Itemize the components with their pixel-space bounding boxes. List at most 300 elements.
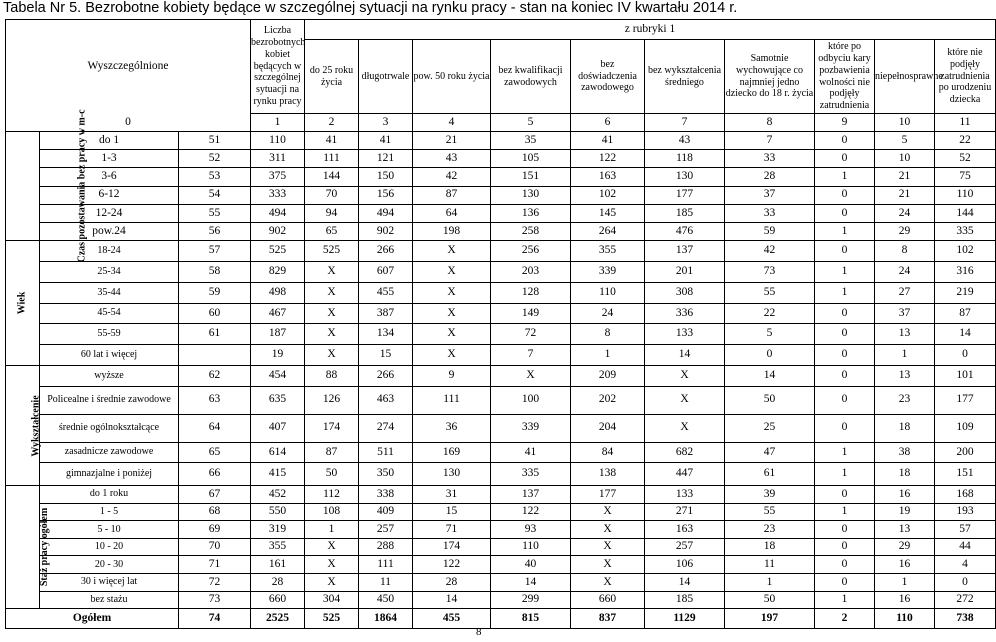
cell-value: 455 (359, 282, 413, 303)
row-label: 12-24 (40, 204, 179, 222)
cell-value: 8 (571, 324, 645, 345)
cell-value: 44 (935, 538, 996, 556)
cell-value: 1 (815, 442, 875, 463)
cell-value: 274 (359, 414, 413, 442)
cell-value: 209 (571, 365, 645, 386)
cell-value: 50 (725, 591, 815, 609)
row-number: 71 (179, 556, 251, 574)
total-value: 815 (491, 609, 571, 629)
cell-value: 33 (725, 150, 815, 168)
cell-value: 93 (491, 521, 571, 539)
cell-value: 40 (491, 556, 571, 574)
cell-value: 463 (359, 386, 413, 414)
row-label: do 1 (40, 132, 179, 150)
cell-value: 39 (725, 486, 815, 504)
cell-value: 130 (645, 168, 725, 186)
total-value: 455 (413, 609, 491, 629)
cell-value: 163 (571, 168, 645, 186)
cell-value: 333 (251, 186, 305, 204)
cell-value: 50 (305, 463, 359, 486)
cell-value: 452 (251, 486, 305, 504)
row-label: bez stażu (40, 591, 179, 609)
row-number: 53 (179, 168, 251, 186)
header-col-7: Samotnie wychowujące co najmniej jedno dziecko do 18 r. życia (725, 40, 815, 114)
cell-value: X (305, 345, 359, 366)
cell-value: 511 (359, 442, 413, 463)
column-number: 8 (725, 114, 815, 132)
row-number: 64 (179, 414, 251, 442)
cell-value: 0 (815, 574, 875, 592)
cell-value: X (571, 574, 645, 592)
cell-value: 185 (645, 591, 725, 609)
cell-value: 33 (725, 204, 815, 222)
cell-value: 454 (251, 365, 305, 386)
cell-value: 16 (875, 591, 935, 609)
row-label: 60 lat i więcej (40, 345, 179, 366)
row-label: 55-59 (40, 324, 179, 345)
cell-value: 0 (815, 186, 875, 204)
cell-value: 110 (935, 186, 996, 204)
cell-value: 415 (251, 463, 305, 486)
cell-value: 11 (359, 574, 413, 592)
cell-value: 41 (305, 132, 359, 150)
cell-value: X (413, 324, 491, 345)
group-label-text: Czas pozostawania bez pracy w m-c (76, 109, 88, 263)
cell-value: 84 (571, 442, 645, 463)
row-label: do 1 roku (40, 486, 179, 504)
cell-value: 144 (305, 168, 359, 186)
row-number: 55 (179, 204, 251, 222)
cell-value: 525 (251, 241, 305, 262)
total-value: 1129 (645, 609, 725, 629)
cell-value: 257 (645, 538, 725, 556)
cell-value: 635 (251, 386, 305, 414)
cell-value: 829 (251, 261, 305, 282)
table-row (6, 132, 996, 150)
table-row (6, 222, 996, 240)
cell-value: 614 (251, 442, 305, 463)
cell-value: 0 (725, 345, 815, 366)
cell-value: 264 (571, 222, 645, 240)
column-number: 0 (6, 114, 251, 132)
row-label: 18-24 (40, 241, 179, 262)
header-col-4: bez kwalifikacji zawodowych (491, 40, 571, 114)
cell-value: 335 (491, 463, 571, 486)
table-row (6, 186, 996, 204)
table-row (6, 521, 996, 539)
row-label: 45-54 (40, 303, 179, 324)
cell-value: 308 (645, 282, 725, 303)
cell-value: 75 (935, 168, 996, 186)
cell-value: 29 (875, 538, 935, 556)
row-label: 10 - 20 (40, 538, 179, 556)
header-col-6: bez wykształcenia średniego (645, 40, 725, 114)
cell-value: 525 (305, 241, 359, 262)
row-number: 52 (179, 150, 251, 168)
row-number: 61 (179, 324, 251, 345)
cell-value: 27 (875, 282, 935, 303)
row-number: 56 (179, 222, 251, 240)
cell-value: 24 (571, 303, 645, 324)
cell-value: X (645, 414, 725, 442)
cell-value: 8 (875, 241, 935, 262)
header-col-9: niepełnosprawne (875, 40, 935, 114)
page-number: 8 (476, 626, 482, 638)
cell-value: 14 (725, 365, 815, 386)
cell-value: 258 (491, 222, 571, 240)
cell-value: 447 (645, 463, 725, 486)
cell-value: 0 (815, 414, 875, 442)
cell-value: 219 (935, 282, 996, 303)
header-col-2: długotrwale (359, 40, 413, 114)
cell-value: 14 (491, 574, 571, 592)
cell-value: 174 (305, 414, 359, 442)
table-row (6, 414, 996, 442)
row-number: 72 (179, 574, 251, 592)
cell-value: 122 (491, 503, 571, 521)
cell-value: 134 (359, 324, 413, 345)
cell-value: 22 (935, 132, 996, 150)
row-number: 63 (179, 386, 251, 414)
table-row (6, 538, 996, 556)
cell-value: 18 (875, 463, 935, 486)
cell-value: 70 (305, 186, 359, 204)
total-label: Ogółem (6, 609, 179, 629)
row-number: 60 (179, 303, 251, 324)
cell-value: 35 (491, 132, 571, 150)
row-number: 70 (179, 538, 251, 556)
cell-value: 130 (491, 186, 571, 204)
cell-value: 177 (571, 486, 645, 504)
cell-value: 102 (935, 241, 996, 262)
cell-value: 1 (875, 345, 935, 366)
cell-value: 28 (725, 168, 815, 186)
header-col-10: które nie podjęły zatrudnienia po urodzeniu dziecka (935, 40, 996, 114)
cell-value: 256 (491, 241, 571, 262)
table-row (6, 204, 996, 222)
cell-value: 1 (725, 574, 815, 592)
cell-value: 355 (571, 241, 645, 262)
header-col-3: pow. 50 roku życia (413, 40, 491, 114)
cell-value: 316 (935, 261, 996, 282)
cell-value: 185 (645, 204, 725, 222)
cell-value: 5 (725, 324, 815, 345)
table-row (6, 503, 996, 521)
table-row (6, 303, 996, 324)
table-row (6, 261, 996, 282)
cell-value: 111 (359, 556, 413, 574)
total-value: 1864 (359, 609, 413, 629)
column-number: 6 (571, 114, 645, 132)
cell-value: X (305, 324, 359, 345)
column-number: 2 (305, 114, 359, 132)
cell-value: 7 (491, 345, 571, 366)
cell-value: 10 (875, 150, 935, 168)
cell-value: 494 (359, 204, 413, 222)
cell-value: 200 (935, 442, 996, 463)
cell-value: 0 (815, 365, 875, 386)
column-number: 1 (251, 114, 305, 132)
cell-value: 450 (359, 591, 413, 609)
total-row (6, 609, 996, 629)
cell-value: 355 (251, 538, 305, 556)
cell-value: 88 (305, 365, 359, 386)
cell-value: 133 (645, 324, 725, 345)
cell-value: 65 (305, 222, 359, 240)
row-label: 25-34 (40, 261, 179, 282)
table-row (6, 324, 996, 345)
cell-value: X (491, 365, 571, 386)
cell-value: 174 (413, 538, 491, 556)
cell-value: X (571, 503, 645, 521)
cell-value: 42 (413, 168, 491, 186)
cell-value: 41 (359, 132, 413, 150)
total-value: 2 (815, 609, 875, 629)
header-col-8: które po odbyciu kary pozbawienia wolności nie podjęły zatrudnienia (815, 40, 875, 114)
row-label: 35-44 (40, 282, 179, 303)
cell-value: 138 (571, 463, 645, 486)
header-wyszczegolnione: Wyszczególnione (6, 20, 251, 114)
cell-value: 109 (935, 414, 996, 442)
cell-value: 105 (491, 150, 571, 168)
cell-value: X (305, 261, 359, 282)
total-value: 525 (305, 609, 359, 629)
cell-value: 5 (875, 132, 935, 150)
cell-value: 0 (815, 132, 875, 150)
cell-value: 16 (875, 486, 935, 504)
cell-value: 9 (413, 365, 491, 386)
cell-value: 0 (815, 324, 875, 345)
cell-value: 311 (251, 150, 305, 168)
cell-value: 21 (875, 186, 935, 204)
cell-value: 660 (251, 591, 305, 609)
cell-value: X (645, 365, 725, 386)
total-value: 837 (571, 609, 645, 629)
cell-value: 4 (935, 556, 996, 574)
cell-value: 101 (935, 365, 996, 386)
cell-value: 59 (725, 222, 815, 240)
cell-value: 136 (491, 204, 571, 222)
cell-value: 14 (413, 591, 491, 609)
cell-value: 106 (645, 556, 725, 574)
cell-value: 177 (935, 386, 996, 414)
cell-value: 42 (725, 241, 815, 262)
cell-value: 29 (875, 222, 935, 240)
cell-value: 19 (251, 345, 305, 366)
header-z-rubryki: z rubryki 1 (305, 20, 996, 40)
row-label: pow.24 (40, 222, 179, 240)
cell-value: 0 (815, 150, 875, 168)
row-number: 58 (179, 261, 251, 282)
cell-value: 169 (413, 442, 491, 463)
cell-value: 37 (875, 303, 935, 324)
cell-value: 112 (305, 486, 359, 504)
cell-value: 467 (251, 303, 305, 324)
cell-value: 64 (413, 204, 491, 222)
cell-value: 13 (875, 521, 935, 539)
row-number: 59 (179, 282, 251, 303)
cell-value: 1 (875, 574, 935, 592)
cell-value: 52 (935, 150, 996, 168)
table-row (6, 150, 996, 168)
cell-value: 72 (491, 324, 571, 345)
cell-value: 0 (815, 345, 875, 366)
cell-value: 1 (815, 282, 875, 303)
column-number: 3 (359, 114, 413, 132)
cell-value: X (305, 556, 359, 574)
cell-value: 122 (413, 556, 491, 574)
cell-value: 111 (305, 150, 359, 168)
cell-value: 0 (815, 521, 875, 539)
row-number: 68 (179, 503, 251, 521)
cell-value: 87 (305, 442, 359, 463)
total-value: 738 (935, 609, 996, 629)
cell-value: 36 (413, 414, 491, 442)
cell-value: 550 (251, 503, 305, 521)
table-title: Tabela Nr 5. Bezrobotne kobiety będące w szczególnej sytuacji na rynku pracy - stan na koniec IV kwartału 2014 r. (3, 0, 738, 16)
cell-value: 87 (413, 186, 491, 204)
cell-value: 0 (815, 204, 875, 222)
cell-value: 144 (935, 204, 996, 222)
cell-value: 335 (935, 222, 996, 240)
row-label: 3-6 (40, 168, 179, 186)
cell-value: 73 (725, 261, 815, 282)
cell-value: 41 (491, 442, 571, 463)
cell-value: X (571, 521, 645, 539)
cell-value: 38 (875, 442, 935, 463)
cell-value: 43 (413, 150, 491, 168)
row-label: wyższe (40, 365, 179, 386)
cell-value: 168 (935, 486, 996, 504)
cell-value: 43 (645, 132, 725, 150)
column-number: 5 (491, 114, 571, 132)
cell-value: 118 (645, 150, 725, 168)
cell-value: 110 (491, 538, 571, 556)
cell-value: 177 (645, 186, 725, 204)
row-label: 6-12 (40, 186, 179, 204)
cell-value: 71 (413, 521, 491, 539)
cell-value: 339 (571, 261, 645, 282)
row-number: 51 (179, 132, 251, 150)
cell-value: X (413, 345, 491, 366)
cell-value: 682 (645, 442, 725, 463)
row-label: 5 - 10 (40, 521, 179, 539)
cell-value: 110 (251, 132, 305, 150)
cell-value: 100 (491, 386, 571, 414)
header-col-5: bez doświadczenia zawodowego (571, 40, 645, 114)
total-value: 110 (875, 609, 935, 629)
cell-value: 288 (359, 538, 413, 556)
cell-value: 161 (251, 556, 305, 574)
row-number: 66 (179, 463, 251, 486)
header-col-1: do 25 roku życia (305, 40, 359, 114)
cell-value: 25 (725, 414, 815, 442)
data-table (5, 19, 996, 629)
row-label: 1 - 5 (40, 503, 179, 521)
cell-value: 47 (725, 442, 815, 463)
cell-value: 257 (359, 521, 413, 539)
cell-value: 187 (251, 324, 305, 345)
cell-value: 319 (251, 521, 305, 539)
cell-value: 198 (413, 222, 491, 240)
cell-value: 28 (251, 574, 305, 592)
row-number: 74 (179, 609, 251, 629)
group-label-text: Wiek (16, 291, 28, 315)
cell-value: 128 (491, 282, 571, 303)
cell-value: 387 (359, 303, 413, 324)
cell-value: 31 (413, 486, 491, 504)
cell-value: X (413, 241, 491, 262)
cell-value: 0 (815, 538, 875, 556)
cell-value: 24 (875, 261, 935, 282)
cell-value: 122 (571, 150, 645, 168)
cell-value: 130 (413, 463, 491, 486)
cell-value: 41 (571, 132, 645, 150)
cell-value: 61 (725, 463, 815, 486)
cell-value: 338 (359, 486, 413, 504)
cell-value: 55 (725, 503, 815, 521)
cell-value: 336 (645, 303, 725, 324)
cell-value: 0 (815, 486, 875, 504)
cell-value: 1 (815, 261, 875, 282)
cell-value: 201 (645, 261, 725, 282)
group-label-staz (6, 486, 51, 609)
table-row (6, 345, 996, 366)
cell-value: 299 (491, 591, 571, 609)
cell-value: 0 (815, 386, 875, 414)
cell-value: 476 (645, 222, 725, 240)
cell-value: 304 (305, 591, 359, 609)
table-row (6, 386, 996, 414)
cell-value: 409 (359, 503, 413, 521)
cell-value: 102 (571, 186, 645, 204)
cell-value: 14 (645, 345, 725, 366)
cell-value: 272 (935, 591, 996, 609)
cell-value: 202 (571, 386, 645, 414)
cell-value: 193 (935, 503, 996, 521)
cell-value: 0 (935, 345, 996, 366)
cell-value: 149 (491, 303, 571, 324)
cell-value: 111 (413, 386, 491, 414)
cell-value: 266 (359, 241, 413, 262)
cell-value: 151 (935, 463, 996, 486)
cell-value: 22 (725, 303, 815, 324)
column-number: 4 (413, 114, 491, 132)
row-number: 62 (179, 365, 251, 386)
cell-value: 13 (875, 324, 935, 345)
row-number: 69 (179, 521, 251, 539)
cell-value: 14 (935, 324, 996, 345)
cell-value: X (413, 261, 491, 282)
cell-value: 133 (645, 486, 725, 504)
row-number: 65 (179, 442, 251, 463)
cell-value: 50 (725, 386, 815, 414)
cell-value: 151 (491, 168, 571, 186)
row-label: 20 - 30 (40, 556, 179, 574)
row-number: 57 (179, 241, 251, 262)
cell-value: 407 (251, 414, 305, 442)
cell-value: 37 (725, 186, 815, 204)
table-row (6, 241, 996, 262)
column-number: 11 (935, 114, 996, 132)
row-number: 67 (179, 486, 251, 504)
cell-value: 13 (875, 365, 935, 386)
cell-value: 18 (875, 414, 935, 442)
cell-value: 902 (359, 222, 413, 240)
cell-value: 498 (251, 282, 305, 303)
cell-value: 15 (359, 345, 413, 366)
cell-value: 87 (935, 303, 996, 324)
